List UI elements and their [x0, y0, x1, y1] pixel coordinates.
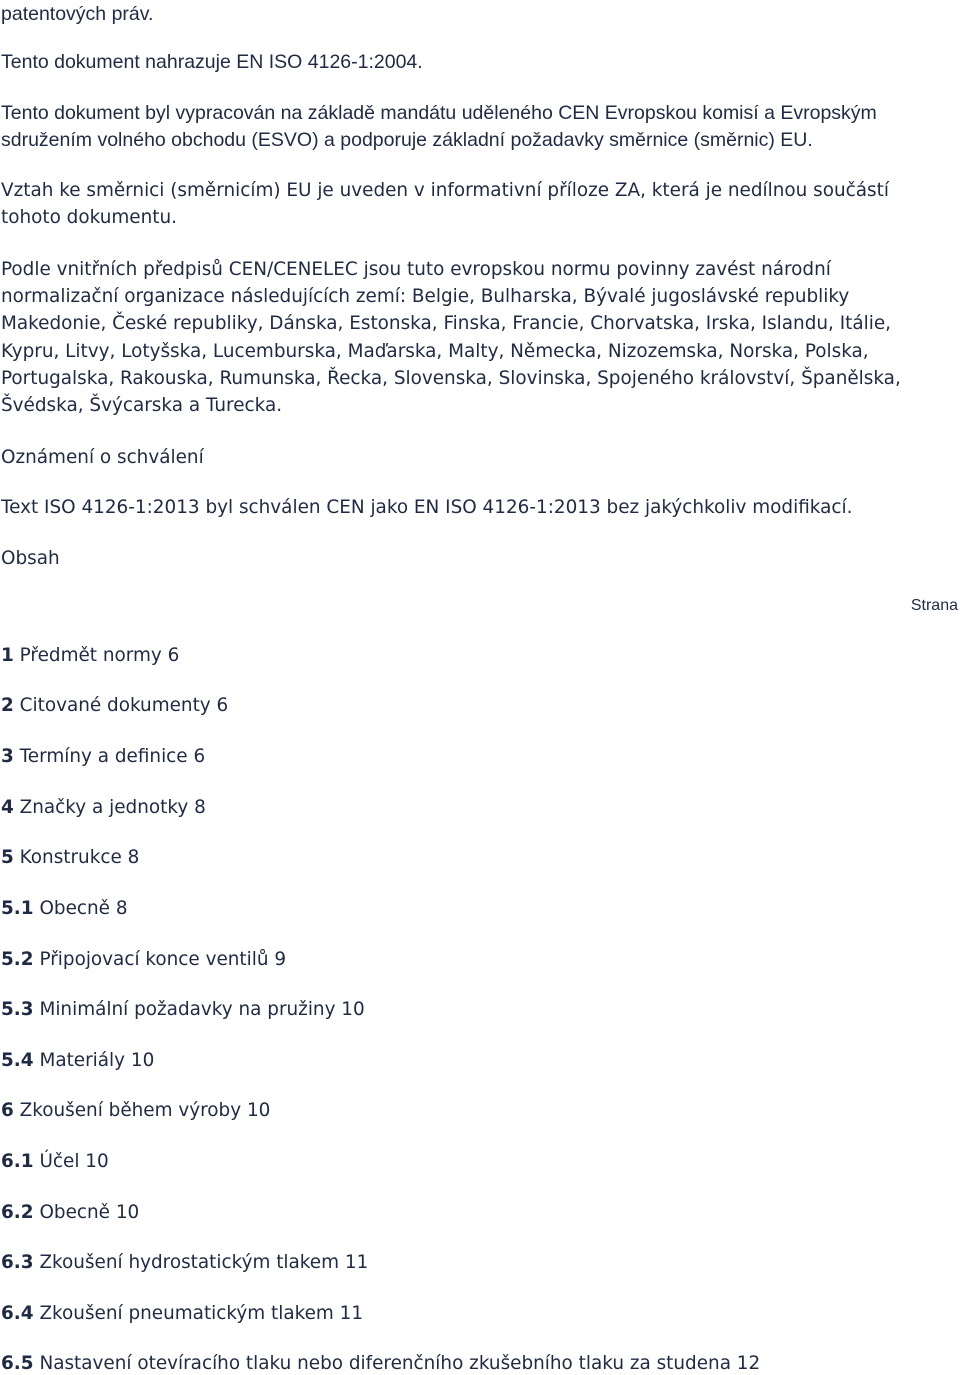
toc-entry[interactable] [1, 847, 139, 868]
text-line: Švédska, Švýcarska a Turecka. [1, 395, 283, 416]
text-line: patentových práv. [1, 3, 154, 25]
toc-number: 6.2 [1, 1202, 34, 1223]
toc-title: Účel 10 [39, 1151, 109, 1172]
toc-title: Citované dokumenty 6 [19, 695, 229, 716]
section-heading: Obsah [1, 548, 60, 569]
toc-number: 4 [1, 797, 14, 818]
toc-number: 6.4 [1, 1303, 34, 1324]
toc-number: 5.4 [1, 1050, 34, 1071]
toc-title: Nastavení otevíracího tlaku nebo diferenčního zkušebního tlaku za studena 12 [39, 1353, 761, 1374]
text-line: sdružením volného obchodu (ESVO) a podporuje základní požadavky směrnice (směrnic) EU. [1, 129, 813, 151]
text-line: Kypru, Litvy, Lotyšska, Lucemburska, Maďarska, Malty, Německa, Nizozemska, Norska, Polska, [1, 341, 869, 362]
toc-entry[interactable] [1, 1252, 368, 1273]
text-line: normalizační organizace následujících zemí: Belgie, Bulharska, Bývalé jugoslávské republiky [1, 286, 850, 307]
toc-entry[interactable] [1, 1202, 139, 1223]
text-line: Vztah ke směrnici (směrnicím) EU je uveden v informativní příloze ZA, která je nedílnou součástí [1, 180, 889, 201]
toc-title: Zkoušení hydrostatickým tlakem 11 [39, 1252, 369, 1273]
toc-title: Termíny a definice 6 [19, 746, 206, 767]
text-line: tohoto dokumentu. [1, 207, 177, 228]
text-line: Text ISO 4126-1:2013 byl schválen CEN jako EN ISO 4126-1:2013 bez jakýchkoliv modifikací. [1, 497, 853, 518]
toc-title: Minimální požadavky na pružiny 10 [39, 999, 365, 1020]
text-line: Podle vnitřních předpisů CEN/CENELEC jsou tuto evropskou normu povinny zavést národní [1, 259, 831, 280]
toc-entry[interactable] [1, 1100, 270, 1121]
toc-number: 2 [1, 695, 14, 716]
toc-title: Zkoušení pneumatickým tlakem 11 [39, 1303, 364, 1324]
text-line: Makedonie, České republiky, Dánska, Estonska, Finska, Francie, Chorvatska, Irska, Islandu, Itálie, [1, 313, 892, 334]
toc-entry[interactable] [1, 1151, 109, 1172]
text-line: Tento dokument byl vypracován na základě mandátu uděleného CEN Evropskou komisí a Evropským [1, 102, 877, 124]
toc-entry[interactable] [1, 949, 286, 970]
toc-title: Předmět normy 6 [19, 645, 180, 666]
toc-entry[interactable] [1, 645, 179, 666]
page-column-label: Strana [910, 597, 958, 614]
toc-title: Konstrukce 8 [19, 847, 140, 868]
toc-entry[interactable] [1, 746, 205, 767]
toc-number: 3 [1, 746, 14, 767]
toc-entry[interactable] [1, 1050, 154, 1071]
toc-entry[interactable] [1, 898, 128, 919]
toc-title: Zkoušení během výroby 10 [19, 1100, 271, 1121]
toc-title: Obecně 8 [39, 898, 128, 919]
toc-entry[interactable] [1, 1353, 760, 1374]
toc-number: 6.5 [1, 1353, 34, 1374]
toc-entry[interactable] [1, 1303, 363, 1324]
toc-number: 1 [1, 645, 14, 666]
toc-entry[interactable] [1, 695, 228, 716]
toc-number: 6.1 [1, 1151, 34, 1172]
toc-title: Značky a jednotky 8 [19, 797, 206, 818]
toc-entry[interactable] [1, 999, 365, 1020]
toc-title: Připojovací konce ventilů 9 [39, 949, 287, 970]
toc-title: Materiály 10 [39, 1050, 155, 1071]
toc-number: 5.1 [1, 898, 34, 919]
toc-entry[interactable] [1, 797, 206, 818]
text-line: Tento dokument nahrazuje EN ISO 4126-1:2004. [1, 51, 423, 73]
text-line: Portugalska, Rakouska, Rumunska, Řecka, Slovenska, Slovinska, Spojeného království, Španělska, [1, 368, 901, 389]
toc-title: Obecně 10 [39, 1202, 140, 1223]
toc-number: 5.2 [1, 949, 34, 970]
section-heading: Oznámení o schválení [1, 447, 204, 468]
toc-number: 5.3 [1, 999, 34, 1020]
toc-number: 6.3 [1, 1252, 34, 1273]
toc-number: 6 [1, 1100, 14, 1121]
toc-number: 5 [1, 847, 14, 868]
